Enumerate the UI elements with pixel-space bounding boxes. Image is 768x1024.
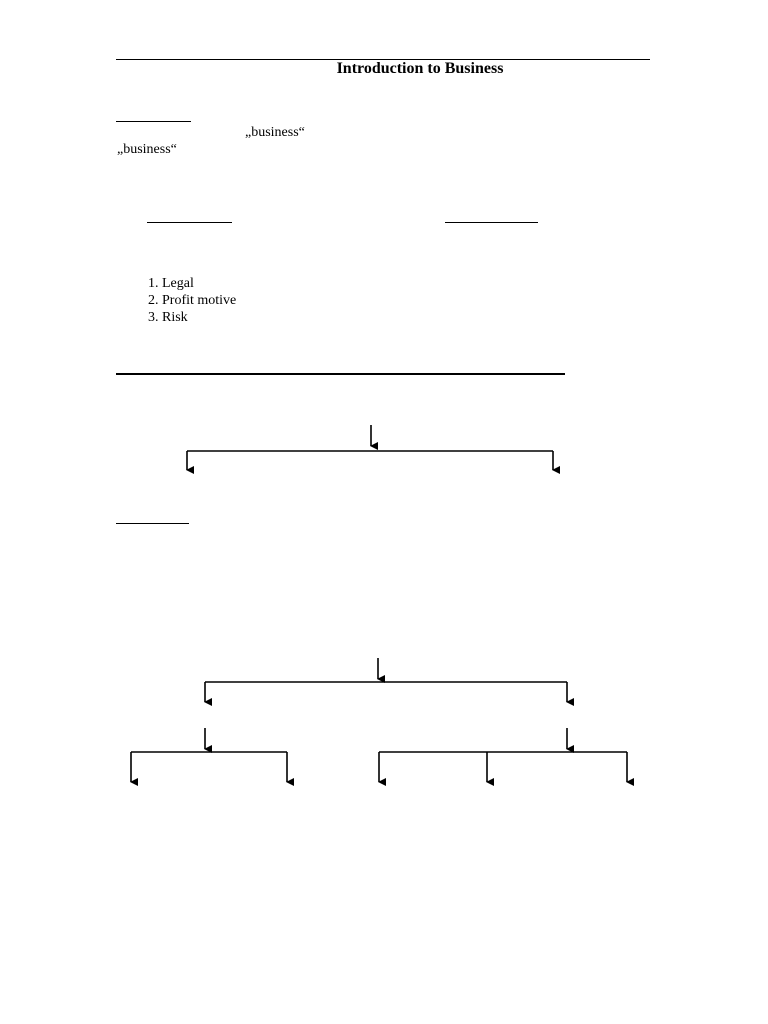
page-title: Introduction to Business — [336, 60, 504, 77]
feature-item: 2. Profit motive — [162, 292, 236, 309]
feature-item: 1. Legal — [162, 275, 236, 292]
tree-diagram-1 — [187, 425, 553, 470]
quoted-word-business-2: „business“ — [117, 142, 177, 157]
feature-item: 3. Risk — [162, 309, 236, 326]
tree-diagram-2 — [131, 658, 627, 782]
quoted-word-business: „business“ — [245, 125, 305, 140]
